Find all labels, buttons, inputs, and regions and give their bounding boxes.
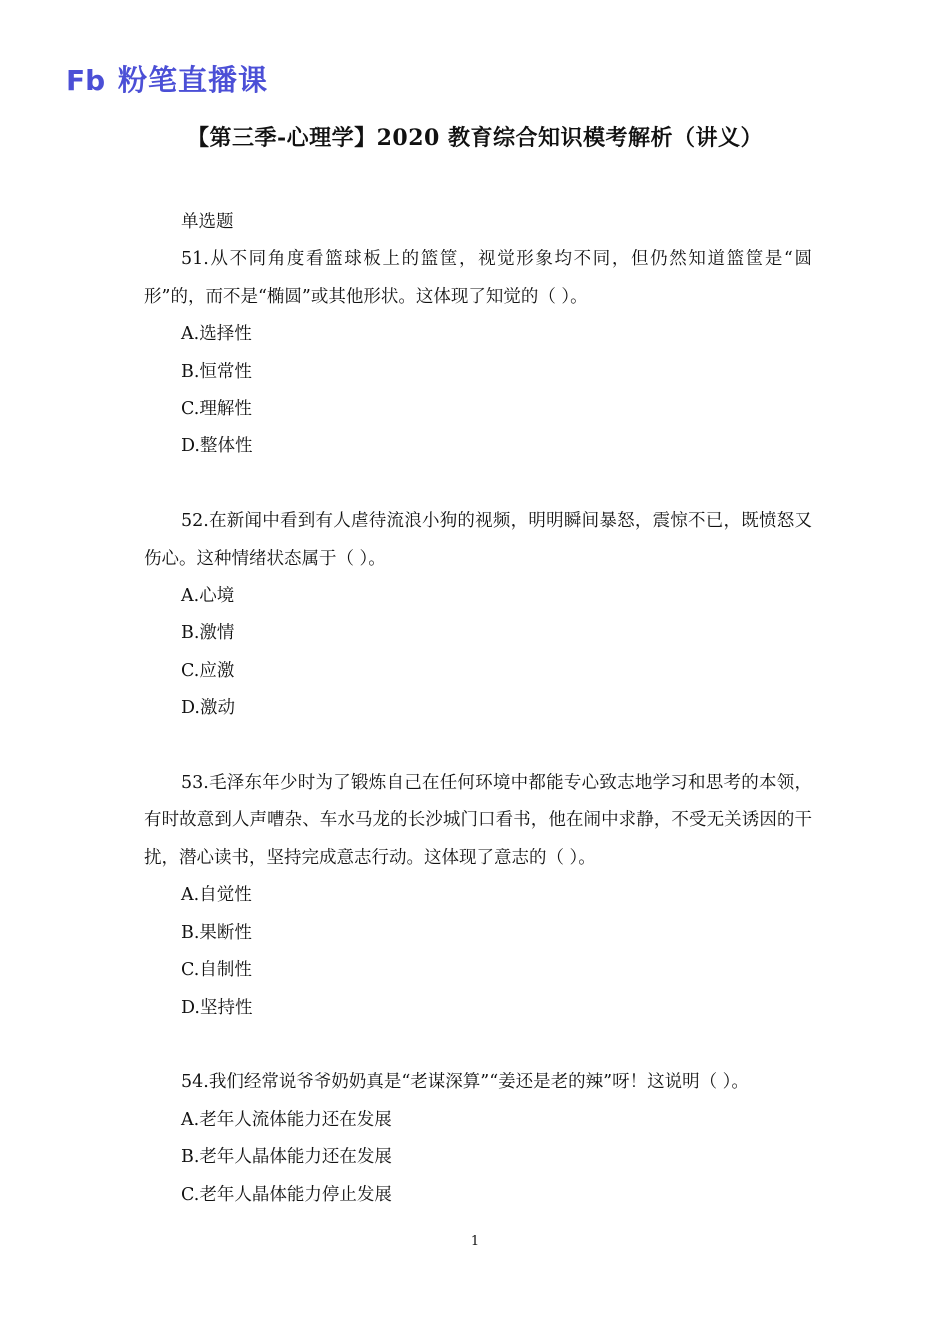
question-stem: 54.我们经常说爷爷奶奶真是“老谋深算”“姜还是老的辣”呀！这说明（ ）。	[181, 1072, 749, 1093]
option-a: A.自觉性	[181, 885, 252, 906]
question-stem: 51.从不同角度看篮球板上的篮筐，视觉形象均不同，但仍然知道篮筐是“圆形”的，而不是“椭圆”或其他形状。这体现了知觉的（ ）。	[144, 249, 812, 307]
option-c: C.老年人晶体能力停止发展	[181, 1184, 392, 1205]
spacer	[144, 728, 812, 765]
document-title: 【第三季-心理学】2020 教育综合知识模考解析（讲义）	[186, 125, 764, 151]
spacer	[144, 1027, 812, 1064]
question-53	[144, 765, 812, 1027]
brand-logo	[66, 62, 268, 98]
option-a: A.老年人流体能力还在发展	[181, 1109, 392, 1130]
option-b: B.老年人晶体能力还在发展	[181, 1147, 392, 1168]
option-c: C.应激	[181, 660, 235, 681]
question-stem: 52.在新闻中看到有人虐待流浪小狗的视频，明明瞬间暴怒，震惊不已，既愤怒又伤心。这种情绪状态属于（ ）。	[144, 511, 812, 569]
option-b: B.恒常性	[181, 361, 252, 382]
page-number: 1	[470, 1234, 480, 1249]
option-b: B.激情	[181, 623, 235, 644]
svg-text:Fb: Fb	[66, 65, 106, 95]
spacer	[144, 466, 812, 503]
option-a: A.心境	[181, 586, 235, 607]
option-c: C.理解性	[181, 399, 252, 420]
brand-name: 粉笔直播课	[118, 63, 269, 97]
fb-logo-icon	[66, 65, 110, 95]
option-c: C.自制性	[181, 960, 252, 981]
option-d: D.激动	[181, 698, 235, 719]
document-body	[144, 204, 812, 1214]
section-label: 单选题	[181, 212, 234, 232]
option-b: B.果断性	[181, 922, 252, 943]
option-a: A.选择性	[181, 324, 252, 345]
question-52	[144, 503, 812, 727]
question-stem: 53.毛泽东年少时为了锻炼自己在任何环境中都能专心致志地学习和思考的本领，有时故意到人声嘈杂、车水马龙的长沙城门口看书，他在闹中求静，不受无关诱因的干扰，潜心读书，坚持完成意志行动。这体现了意志的（ ）。	[144, 773, 812, 868]
question-51	[144, 241, 812, 465]
option-d: D.坚持性	[181, 997, 253, 1018]
option-d: D.整体性	[181, 436, 253, 457]
question-54	[144, 1064, 812, 1214]
